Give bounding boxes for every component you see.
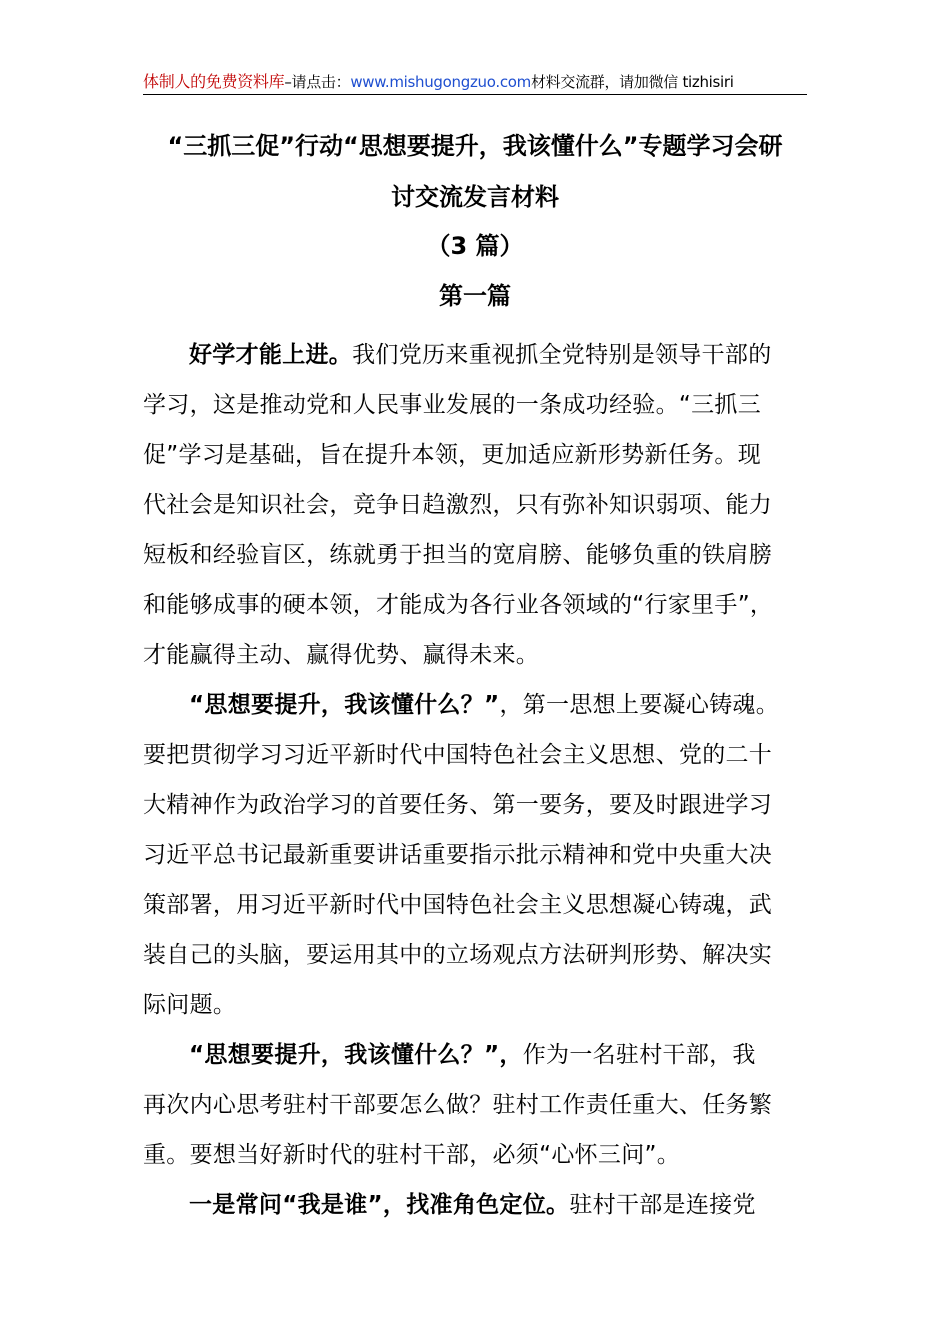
- paragraph-2-lead: “思想要提升，我该懂什么？”: [189, 692, 500, 718]
- paragraph-2-line-2: 要把贯彻学习习近平新时代中国特色社会主义思想、党的二十: [143, 742, 773, 768]
- header-wechat-note: 材料交流群，请加微信 tizhisiri: [530, 73, 734, 91]
- page-header: [143, 70, 807, 95]
- paragraph-4-lead: 一是常问“我是谁”，找准角色定位。: [189, 1192, 570, 1218]
- paragraph-2-line-3: 大精神作为政治学习的首要任务、第一要务，要及时跟进学习: [143, 792, 773, 818]
- document-count: （3 篇）: [426, 232, 524, 260]
- paragraph-1-text: 我们党历来重视抓全党特别是领导干部的: [352, 342, 772, 368]
- paragraph-4-line-1: [143, 1180, 807, 1230]
- paragraph-1-line-3: 促”学习是基础，旨在提升本领，更加适应新形势新任务。现: [143, 442, 762, 468]
- paragraph-3-line-2: 再次内心思考驻村干部要怎么做？驻村工作责任重大、任务繁: [143, 1092, 773, 1118]
- paragraph-3-text: 作为一名驻村干部，我: [522, 1042, 756, 1068]
- document-body: [143, 330, 807, 1230]
- paragraph-2-line-5: 策部署，用习近平新时代中国特色社会主义思想凝心铸魂，武: [143, 892, 773, 918]
- paragraph-2-line-4: 习近平总书记最新重要讲话重要指示批示精神和党中央重大决: [143, 842, 773, 868]
- paragraph-3-line-3: 重。要想当好新时代的驻村干部，必须“心怀三问”。: [143, 1142, 681, 1168]
- document-title-line2: 讨交流发言材料: [391, 183, 559, 211]
- header-url-link[interactable]: www.mishugongzuo.com: [350, 73, 531, 91]
- document-title-line1: “三抓三促”行动“思想要提升，我该懂什么”专题学习会研: [167, 132, 783, 160]
- paragraph-2-text: ，第一思想上要凝心铸魂。: [499, 692, 780, 718]
- paragraph-1-line-4: 代社会是知识社会，竞争日趋激烈，只有弥补知识弱项、能力: [143, 492, 773, 518]
- paragraph-4-text: 驻村干部是连接党: [569, 1192, 756, 1218]
- header-brand: 体制人的免费资料库: [143, 72, 285, 91]
- paragraph-1-line-5: 短板和经验盲区，练就勇于担当的宽肩膀、能够负重的铁肩膀: [143, 542, 773, 568]
- paragraph-3-line-1: [143, 1030, 807, 1080]
- paragraph-2-line-7: 际问题。: [143, 992, 237, 1018]
- paragraph-3-lead: “思想要提升，我该懂什么？”，: [189, 1042, 523, 1068]
- paragraph-1-line-2: 学习，这是推动党和人民事业发展的一条成功经验。“三抓三: [143, 392, 762, 418]
- paragraph-2-line-6: 装自己的头脑，要运用其中的立场观点方法研判形势、解决实: [143, 942, 773, 968]
- paragraph-1-line-6: 和能够成事的硬本领，才能成为各行业各领域的“行家里手”，: [143, 592, 774, 618]
- paragraph-1-lead: 好学才能上进。: [189, 342, 353, 368]
- section-heading: 第一篇: [439, 282, 511, 310]
- paragraph-1-line-1: [143, 330, 807, 380]
- paragraph-1-line-7: 才能赢得主动、赢得优势、赢得未来。: [143, 642, 540, 668]
- header-separator: –请点击：: [284, 73, 351, 91]
- paragraph-2-line-1: [143, 680, 807, 730]
